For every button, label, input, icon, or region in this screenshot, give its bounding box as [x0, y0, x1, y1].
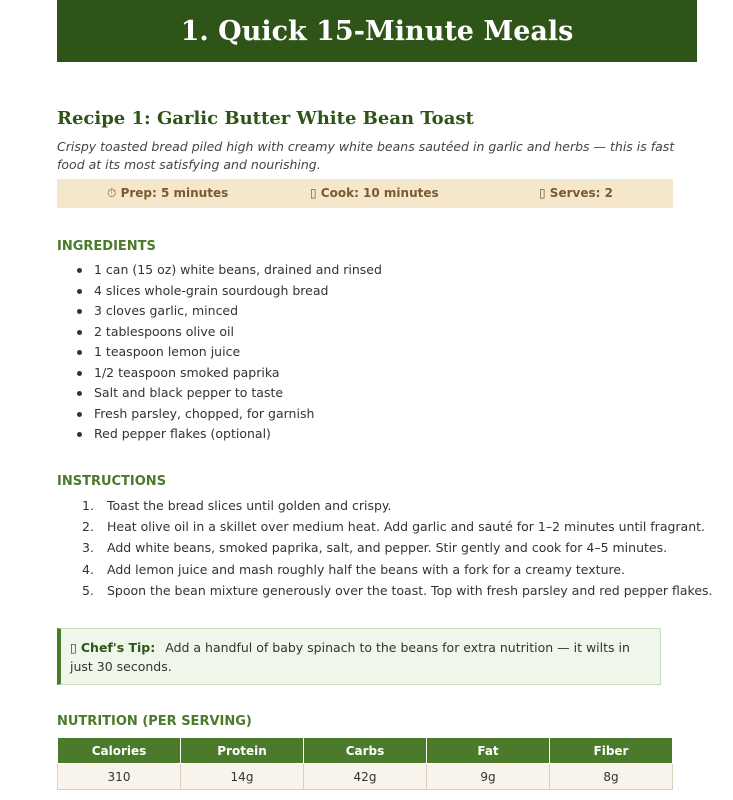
step-text: Spoon the bean mixture generously over the toast. Top with fresh parsley and red pepper flakes.: [107, 582, 713, 598]
cook-icon: ▯: [310, 186, 317, 200]
chefs-tip-box: [57, 628, 661, 685]
recipe-description: Crispy toasted bread piled high with creamy white beans sautéed in garlic and herbs — this is fast food at its most satisfying and nourishing.: [57, 139, 675, 172]
ingredients-heading: INGREDIENTS: [57, 239, 156, 254]
ingredient-item: 4 slices whole-grain sourdough bread: [57, 281, 382, 302]
cook-time: [310, 179, 439, 208]
stopwatch-icon: ⏱: [107, 186, 117, 200]
tip-label: Chef's Tip:: [80, 640, 156, 655]
instruction-step: [57, 559, 713, 580]
recipe-meta-bar: [57, 179, 673, 208]
ingredient-item: 1/2 teaspoon smoked paprika: [57, 363, 382, 384]
chapter-header: [57, 0, 697, 62]
cook-time-label: Cook: 10 minutes: [320, 186, 439, 200]
ingredient-item: Salt and black pepper to taste: [57, 383, 382, 404]
step-number: 2.: [82, 519, 94, 535]
instruction-step: [57, 516, 713, 537]
recipe-title: Recipe 1: Garlic Butter White Bean Toast: [57, 108, 474, 129]
tip-icon: ▯: [70, 640, 77, 655]
ingredients-list: [57, 260, 382, 445]
ingredient-item: 2 tablespoons olive oil: [57, 322, 382, 343]
servings-icon: ▯: [539, 186, 546, 200]
instruction-step: [57, 580, 713, 601]
column-header: Fat: [427, 738, 550, 764]
instructions-heading: INSTRUCTIONS: [57, 474, 167, 489]
column-header: Carbs: [304, 738, 427, 764]
step-text: Toast the bread slices until golden and crispy.: [107, 498, 392, 513]
step-text: Add lemon juice and mash roughly half the beans with a fork for a creamy texture.: [107, 561, 626, 577]
ingredient-item: 1 teaspoon lemon juice: [57, 342, 382, 363]
nutrition-table: [57, 737, 673, 790]
step-number: 4.: [82, 561, 94, 577]
step-number: 3.: [82, 540, 94, 556]
nutrition-heading: NUTRITION (PER SERVING): [57, 714, 252, 729]
ingredient-item: Red pepper flakes (optional): [57, 424, 382, 445]
step-number: 5.: [82, 582, 94, 598]
prep-time-label: Prep: 5 minutes: [120, 186, 229, 200]
column-header: Calories: [58, 738, 181, 764]
instruction-step: [57, 537, 713, 558]
table-cell: 9g: [427, 764, 550, 790]
ingredient-item: 1 can (15 oz) white beans, drained and rinsed: [57, 260, 382, 281]
servings-label: Serves: 2: [549, 186, 613, 200]
table-cell: 8g: [550, 764, 673, 790]
ingredient-item: Fresh parsley, chopped, for garnish: [57, 404, 382, 425]
chapter-title: 1. Quick 15-Minute Meals: [180, 15, 574, 47]
table-cell: 42g: [304, 764, 427, 790]
column-header: Fiber: [550, 738, 673, 764]
table-cell: 310: [58, 764, 181, 790]
servings: [539, 179, 613, 208]
table-cell: 14g: [181, 764, 304, 790]
step-text: Add white beans, smoked paprika, salt, and pepper. Stir gently and cook for 4–5 minutes.: [107, 540, 668, 556]
tip-text: Add a handful of baby spinach to the beans for extra nutrition — it wilts in just 30 seconds.: [70, 640, 630, 674]
step-number: 1.: [82, 498, 94, 513]
table-row: [58, 764, 673, 790]
instruction-step: [57, 495, 713, 516]
table-header-row: [58, 738, 673, 764]
step-text: Heat olive oil in a skillet over medium heat. Add garlic and sauté for 1–2 minutes until fragrant.: [107, 519, 706, 535]
column-header: Protein: [181, 738, 304, 764]
ingredient-item: 3 cloves garlic, minced: [57, 301, 382, 322]
prep-time: [107, 179, 228, 208]
instructions-list: [57, 495, 713, 601]
